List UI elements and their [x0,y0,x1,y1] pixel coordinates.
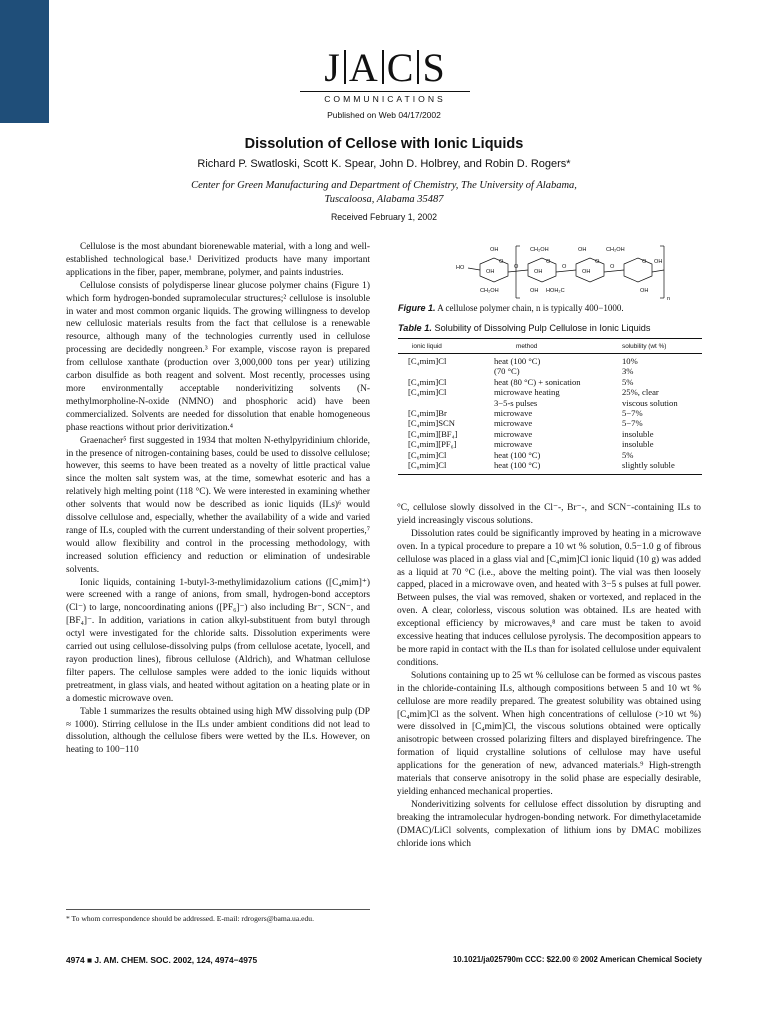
table-cell: (70 °C) [494,366,520,377]
cellulose-structure-figure [450,242,680,302]
table-cell: [C₄mim]Cl [408,376,447,387]
jacs-logo: J A C S [324,45,446,90]
figure-label: OH [534,269,543,275]
figure-label: OH [530,288,539,294]
figure-caption: Figure 1. A cellulose polymer chain, n is typically 400−1000. [398,303,624,313]
published-date: Published on Web 04/17/2002 [327,110,441,120]
table-header [398,339,702,354]
figure-label: O [610,264,615,270]
journal-section-label: COMMUNICATIONS [300,91,470,104]
table-cell: heat (100 °C) [494,356,541,366]
doi-copyright: 10.1021/ja025790m CCC: $22.00 © 2002 American Chemical Society [452,955,702,964]
figure-label: OH [578,247,587,253]
table-cell: 3−5-s pulses [494,397,538,408]
table-row [398,398,702,408]
table-row [398,408,702,418]
table-cell: [C₆mim]Cl [408,449,447,460]
table-cell: microwave [494,408,533,419]
table-cell: 3% [622,366,634,377]
table-cell: slightly soluble [622,460,675,471]
figure-label: OH [490,247,499,253]
table-cell [398,366,494,376]
table-header-cell: method [516,342,538,350]
figure-label: O [546,259,551,265]
table-cell: heat (100 °C) [494,449,541,460]
table-cell: [C₈mim]Cl [408,460,447,471]
table-cell: heat (100 °C) [494,460,541,471]
figure-label: OH [486,269,495,275]
table-cell: [C₄mim][BF₄] [408,428,458,439]
table-row [398,418,702,428]
figure-label: CH₂OH [480,288,499,294]
table-header-cell: solubility (wt %) [622,342,667,350]
figure-label: n [667,296,671,302]
paragraph: Table 1 summarizes the results obtained using high MW dissolving pulp (DP ≈ 1000). Stirring cellulose in the ILs under ambient conditions did not lead to dissolution, although the cellulose fibers were wetted by the ILs. However, on heating to 100−110 [66,706,370,756]
paragraph: °C, cellulose slowly dissolved in the Cl⁻-, Br⁻-, and SCN⁻-containing ILs to yield increasingly viscous solutions. [397,503,701,526]
figure-label: O [499,259,504,265]
table-body [398,354,702,474]
figure-label: OH [582,269,591,275]
table-row [398,450,702,460]
article-authors: Richard P. Swatloski, Scott K. Spear, John D. Holbrey, and Robin D. Rogers* [197,158,571,170]
table-header-cell: ionic liquid [412,342,442,350]
paragraph: Dissolution rates could be significantly improved by heating in a microwave oven. In a typical procedure to prepare a 10 wt % solution, 0.5−1.0 g of fibrous cellulose was placed in a glass vial and [C₄mim]Cl ionic liquid (10 g) was added as a liquid at 70 °C (i.e., above the melting point). The vial was then loosely capped, placed in a microwave oven, and heated with 3−5 s pulses at full power. Between pulses, the vial was removed, shaken or vortexed, and replaced in the oven. A clear, colorless, viscous solution was obtained. ILs are heated with exceptional efficiency by microwaves,⁸ and care must be taken to avoid excessive heating that induces cellulose pyrolysis. The decomposition appears to be more rapid in contact with the ILs than for isolated cellulose under equivalent conditions. [397,528,701,668]
table-cell: [C₄mim]Cl [408,387,447,398]
paragraph: Cellulose is the most abundant biorenewable material, with a long and well-established technological base.¹ Derivitized products have many important applications in the fiber, paper, membrane, polymer, and paints industries. [66,242,370,278]
table-cell: [C₄mim]Cl [408,356,447,366]
table-title: Table 1. Solubility of Dissolving Pulp Cellulose in Ionic Liquids [398,323,651,333]
table-row [398,429,702,439]
solubility-table [398,338,702,475]
table-cell: heat (80 °C) + sonication [494,376,581,387]
table-cell: 10% [622,356,638,366]
table-cell: insoluble [622,439,654,450]
received-date: Received February 1, 2002 [330,212,438,222]
figure-label: O [642,259,647,265]
figure-label: HOH₂C [546,288,565,294]
table-cell: microwave heating [494,387,560,398]
figure-label: OH [640,288,649,294]
journal-color-band [0,0,49,123]
table-cell: viscous solution [622,397,678,408]
table-row [398,387,702,397]
table-cell: 25%, clear [622,387,659,398]
table-cell: 5% [622,449,634,460]
table-cell: microwave [494,418,533,429]
figure-label: O [514,264,519,270]
table-row [398,439,702,449]
table-cell: microwave [494,428,533,439]
table-cell: [C₄mim][PF₆] [408,439,457,450]
figure-label: O [595,259,600,265]
right-column [397,502,701,850]
correspondence-footnote: * To whom correspondence should be addressed. E-mail: rdrogers@bama.ua.edu. [66,909,370,924]
page-footer [66,955,702,965]
figure-label: O [562,264,567,270]
table-cell: [C₄mim]SCN [408,418,455,429]
paragraph: Solutions containing up to 25 wt % cellulose can be formed as viscous pastes in the chloride-containing ILs, although compositions between 5 and 10 wt % cellulose are more readily prepared. The greatest solubility was obtained using [C₄mim]Cl as the solvent. When high concentrations of cellulose (>10 wt %) were dissolved in [C₄mim]Cl, the viscous solutions obtained were optically anisotropic between crossed polarizing filters and displayed birefringence. The formation of liquid crystalline solutions of cellulose may have useful applications for the generation of new, advanced materials.⁹ High-strength materials that conserve anisotropy in the solid phase are especially desirable, yielding enhanced mechanical properties. [397,670,701,797]
table-cell [398,398,494,408]
table-cell: insoluble [622,428,654,439]
left-column [66,241,370,757]
table-cell: [C₄mim]Br [408,408,447,419]
journal-masthead [300,45,470,104]
article-title: Dissolution of Cellose with Ionic Liquids [244,136,524,152]
table-row [398,460,702,470]
paragraph: Cellulose consists of polydisperse linear glucose polymer chains (Figure 1) which form hydrogen-bonded supramolecular structures;² cellulose is insoluble in water and most common organic liquids. The growing willingness to develop new cellulosic materials results from the fact that cellulose is a renewable resource, although many of the technologies currently used in cellulose processing are decidedly nongreen.³ For example, viscose rayon is prepared from cellulose xanthate (production over 3,000,000 tons per year) utilizing carbon disulfide as both reagent and solvent. Most recently, processes using more environmentally acceptable nonderivitizing solvents (N-methylmorpholine-N-oxide (NMNO) and phosphoric acid) have been commercialized. Solvents are needed for dissolution that enable homogeneous phase reactions without prior derivitization.⁴ [66,280,370,433]
table-cell: 5−7% [622,418,643,429]
table-cell: 5% [622,376,634,387]
figure-label: CH₂OH [606,247,625,253]
table-cell: 5−7% [622,408,643,419]
figure-label: OH [654,259,663,265]
table-row [398,366,702,376]
page-citation: 4974 ■ J. AM. CHEM. SOC. 2002, 124, 4974−4975 [66,955,258,965]
article-affiliation: Center for Green Manufacturing and Department of Chemistry, The University of Alabama, Tuscaloosa, Alabama 35487 [191,180,577,205]
figure-label: HO [456,265,465,271]
table-row [398,377,702,387]
paragraph: Graenacher⁵ first suggested in 1934 that molten N-ethylpyridinium chloride, in the presence of nitrogen-containing bases, could be used to dissolve cellulose; however, this seems to have been treated as a novelty of little practical value since the molten salt system was, at the time, somewhat esoteric and has a relatively high melting point (118 °C). We were interested in examining whether other solvents that would now be described as ionic liquids (ILs)⁶ would dissolve cellulose and, especially, whether the availability of a wide and varied range of ILs, coupled with the current understanding of their solvent properties,⁷ would allow flexibility and control in the processing methodology, with increased solution efficiency and reduction or elimination of undesirable solvents. [66,435,370,575]
figure-label: CH₂OH [530,247,549,253]
paragraph: Nonderivitizing solvents for cellulose effect dissolution by disrupting and breaking the intramolecular hydrogen-bonding network. For dimethylacetamide (DMAC)/LiCl solvents, complexation of lithium ions by DMAC mobilizes chloride ions which [397,799,701,849]
table-row [398,356,702,366]
paragraph: Ionic liquids, containing 1-butyl-3-methylimidazolium cations ([C₄mim]⁺) were screened with a range of anions, from small, hydrogen-bond acceptors (Cl⁻) to large, noncoordinating anions ([PF₆]⁻) also including Br⁻, SCN⁻, and [BF₄]⁻. In addition, variations in cation alkyl-substituent from butyl through octyl were investigated for the chloride salts. Dissolution experiments were carried out using cellulose-dissolving pulps (from cellulose acetate, lyocell, and rayon production lines), fibrous cellulose (Aldrich), and Whatman cellulose filter papers. The cellulose samples were added to the ionic liquids without pretreatment, in glass vials, and heated without agitation on a heating plate or in a domestic microwave oven. [66,577,370,704]
table-cell: microwave [494,439,533,450]
